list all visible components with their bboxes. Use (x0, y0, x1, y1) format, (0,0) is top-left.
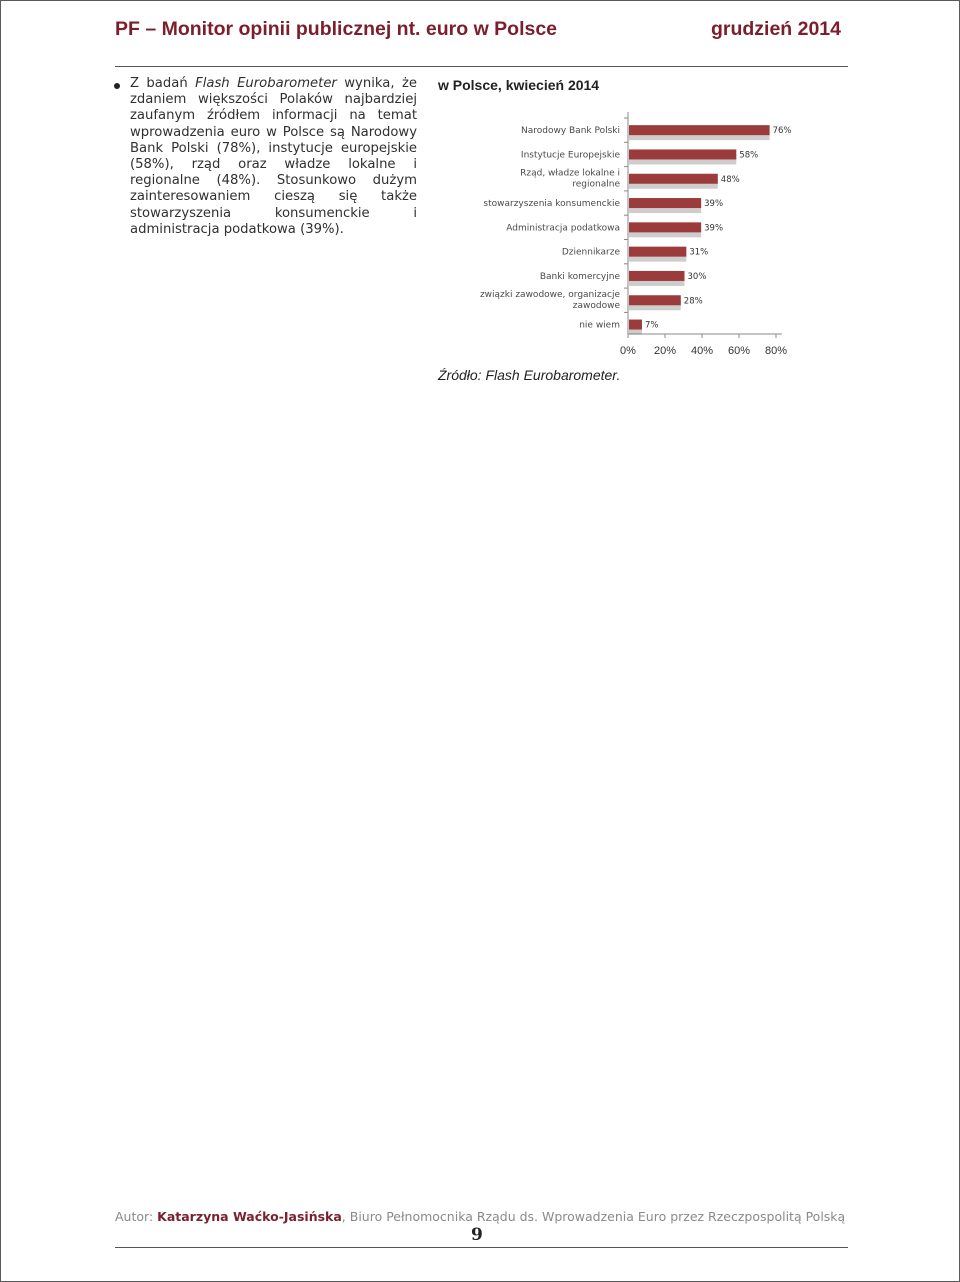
data-label: 48% (720, 174, 740, 185)
category-label: Banki komercyjne (539, 271, 620, 282)
paragraph-intro: Z badań (130, 76, 196, 91)
data-label: 30% (687, 271, 707, 282)
x-tick-label: 80% (764, 345, 788, 357)
bar (629, 320, 642, 330)
category-label: Narodowy Bank Polski (520, 126, 620, 137)
header-divider (115, 66, 848, 67)
bar (629, 149, 736, 159)
category-label: stowarzyszenia konsumenckie (483, 199, 620, 210)
x-tick-label: 0% (620, 345, 636, 357)
footer-author-label: Autor: (115, 1209, 158, 1224)
bar (629, 295, 681, 305)
category-label: Dziennikarze (561, 247, 620, 258)
data-label: 28% (683, 296, 703, 307)
bar (629, 271, 685, 281)
bullet-icon (114, 83, 120, 89)
data-label: 58% (739, 150, 759, 161)
source-note: Źródło: Flash Eurobarometer. (438, 367, 621, 383)
bar (629, 174, 718, 184)
footer-divider (115, 1247, 848, 1248)
page-header (115, 18, 841, 48)
category-label: Instytucje Europejskie (520, 150, 620, 161)
chart-title: w Polsce, kwiecień 2014 (438, 77, 600, 93)
footer-author-rest: , Biuro Pełnomocnika Rządu ds. Wprowadzenia Euro przez Rzeczpospolitą Polską (341, 1209, 846, 1224)
paragraph-source-name: Flash Eurobarometer (195, 76, 337, 91)
category-label: nie wiem (579, 320, 620, 331)
data-label: 39% (704, 223, 724, 234)
category-label: Rząd, władze lokalne i (520, 168, 620, 179)
header-date: grudzień 2014 (710, 18, 841, 40)
paragraph-rest: wynika, że zdaniem większości Polaków najbardziej zaufanym źródłem informacji na temat wprowadzenia euro w Polsce są Narodowy Bank Polski (78%), instytucje europejskie (58%), rząd oraz władze lokalne i regionalne (48%). Stosunkowo dużym zainteresowaniem cieszą się także stowarzyszenia konsumenckie i administracja podatkowa (39%). (130, 76, 417, 237)
data-label: 76% (772, 126, 792, 137)
data-label: 39% (704, 199, 724, 210)
data-label: 7% (644, 320, 659, 331)
bar (629, 198, 701, 208)
data-label: 31% (689, 247, 709, 258)
category-label: regionalne (572, 179, 620, 190)
bar (629, 222, 701, 232)
bar (629, 247, 686, 257)
bullet-paragraph (130, 76, 417, 238)
bar (629, 125, 770, 135)
x-tick-label: 40% (690, 345, 714, 357)
category-label: Administracja podatkowa (506, 223, 620, 234)
x-tick-label: 20% (653, 345, 677, 357)
footer-author-name: Katarzyna Waćko-Jasińska (157, 1209, 342, 1224)
header-title: PF – Monitor opinii publicznej nt. euro w Polsce (115, 18, 558, 40)
category-label: związki zawodowe, organizacje (479, 289, 620, 300)
bar-chart (470, 112, 810, 362)
category-label: zawodowe (572, 300, 620, 311)
page-number: 9 (471, 1225, 483, 1245)
x-tick-label: 60% (727, 345, 751, 357)
footer-author (115, 1209, 845, 1224)
